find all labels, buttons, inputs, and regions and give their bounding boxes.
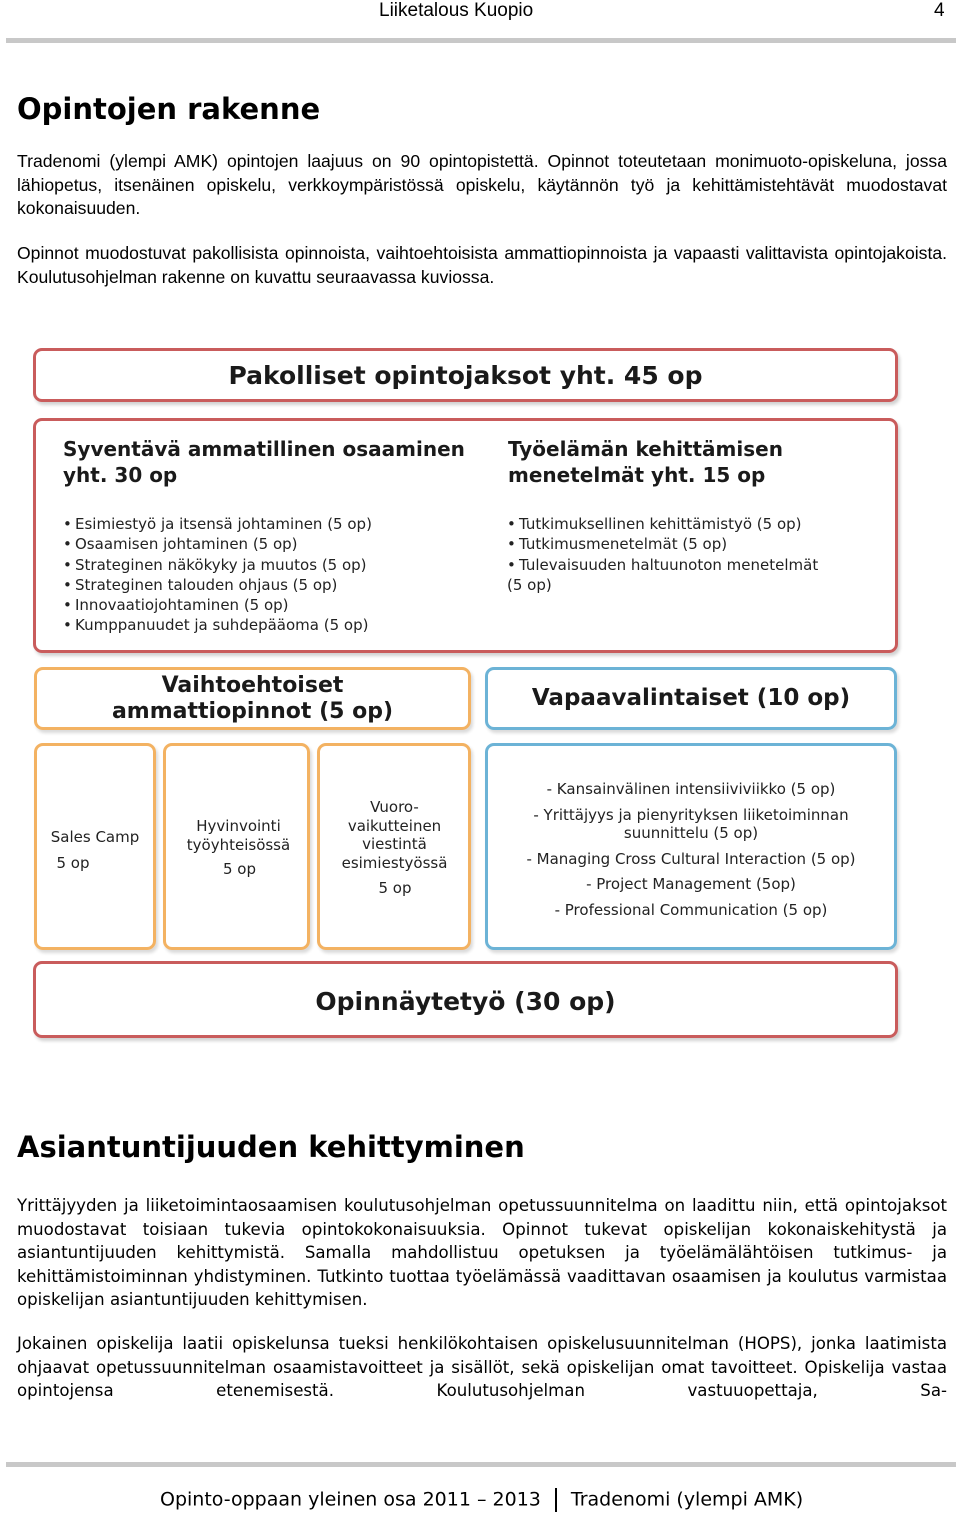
course-credits: 5 op bbox=[222, 860, 256, 878]
list-item: • Tutkimuksellinen kehittämistyö (5 op) bbox=[507, 514, 818, 534]
footer-rule bbox=[6, 1462, 956, 1467]
free-content-box bbox=[485, 743, 897, 950]
mandatory-title-box bbox=[33, 348, 898, 402]
list-item: • Strateginen näkökyky ja muutos (5 op) bbox=[63, 555, 372, 575]
paragraph-hops: Jokainen opiskelija laatii opiskelunsa tueksi henkilökohtaisen opiskelusuunnitelman (HOPS), jonka laatimista ohjaavat opetussuunnitelman osaamistavoitteet ja sisällöt, sekä opiskelijan omat tavoitteet. Opiskelija vastaa opintojensa etenemisestä. Koulutusohjelman vastuuopettaja, Sa- bbox=[17, 1334, 947, 1400]
list-item-continuation: (5 op) bbox=[507, 576, 552, 594]
course-name: Vuoro-vaikutteinen viestintä esimiestyössä bbox=[341, 798, 448, 872]
paragraph-composition: Opinnot muodostuvat pakollisista opinnoista, vaihtoehtoisista ammattiopinnoista ja vapaasti valittavista opintojakoista. Koulutusohjelman rakenne on kuvattu seuraavassa kuviossa. bbox=[17, 243, 947, 287]
running-header: Liiketalous Kuopio bbox=[379, 0, 534, 21]
list-item: • Strateginen talouden ohjaus (5 op) bbox=[63, 575, 372, 595]
list-item: • Tulevaisuuden haltuunoton menetelmät bbox=[507, 555, 818, 575]
list-item: • Tutkimusmenetelmät (5 op) bbox=[507, 534, 818, 554]
list-item: - Managing Cross Cultural Interaction (5 op) bbox=[526, 849, 856, 868]
footer-right: Tradenomi (ylempi AMK) bbox=[570, 1488, 804, 1511]
elective-course-box bbox=[317, 743, 471, 950]
list-item: • Kumppanuudet ja suhdepääoma (5 op) bbox=[63, 615, 372, 635]
free-title: Vapaavalintaiset (10 op) bbox=[531, 685, 851, 711]
left-column-list bbox=[63, 514, 372, 636]
elective-course-box bbox=[34, 743, 156, 950]
course-name: Hyvinvointi työyhteisössä bbox=[186, 817, 291, 854]
footer-separator bbox=[555, 1488, 557, 1512]
right-column-list bbox=[507, 514, 818, 575]
mandatory-content-box bbox=[33, 418, 898, 653]
list-item: • Innovaatiojohtaminen (5 op) bbox=[63, 595, 372, 615]
footer-left: Opinto-oppaan yleinen osa 2011 – 2013 bbox=[160, 1488, 541, 1511]
footer bbox=[160, 1488, 803, 1512]
course-credits: 5 op bbox=[378, 879, 412, 897]
list-item: - Project Management (5op) bbox=[586, 875, 796, 894]
header-rule bbox=[6, 38, 956, 43]
paragraph-curriculum: Yrittäjyyden ja liiketoimintaosaamisen koulutusohjelman opetussuunnitelma on laadittu niin, että opintojaksot muodostavat toisiaan tukevia opintokokonaisuuksia. Opinnot tukevat opiskelijan kokonaiskehitystä ja asiantuntijuuden kehittymistä. Samalla mahdollistuu opetuksen ja työelämälähtöisen tutkimus- ja kehittämistoiminnan yhdistyminen. Tutkinto tuottaa työelämässä vaadittavan osaamisen ja koulutus varmistaa opiskelijan asiantuntijuuden kehittymisen. bbox=[17, 1196, 947, 1309]
section-heading-structure: Opintojen rakenne bbox=[17, 92, 321, 126]
free-list bbox=[488, 777, 894, 923]
list-item: • Osaamisen johtaminen (5 op) bbox=[63, 534, 372, 554]
free-title-box bbox=[485, 667, 897, 730]
course-credits: 5 op bbox=[56, 854, 90, 872]
mandatory-title: Pakolliset opintojaksot yht. 45 op bbox=[228, 361, 703, 390]
list-item: • Esimiestyö ja itsensä johtaminen (5 op) bbox=[63, 514, 372, 534]
elective-title: Vaihtoehtoiset ammattiopinnot (5 op) bbox=[111, 673, 394, 724]
left-column-title: Syventävä ammatillinen osaaminen yht. 30 op bbox=[63, 437, 465, 487]
thesis-title: Opinnäytetyö (30 op) bbox=[315, 987, 616, 1016]
right-column-title: Työelämän kehittämisen menetelmät yht. 15 op bbox=[508, 437, 783, 487]
paragraph-intro: Tradenomi (ylempi AMK) opintojen laajuus on 90 opintopistettä. Opinnot toteutetaan monimuoto-opiskeluna, jossa lähiopetus, itsenäinen opiskelu, verkkoympäristössä opiskelu, käytännön työ ja kehittämistehtävät muodostavat kokonaisuuden. bbox=[17, 151, 947, 218]
section-heading-expertise: Asiantuntijuuden kehittyminen bbox=[17, 1130, 525, 1164]
list-item: - Kansainvälinen intensiiviviikko (5 op) bbox=[546, 780, 836, 798]
elective-course-box bbox=[163, 743, 310, 950]
thesis-box bbox=[33, 961, 898, 1038]
page-number: 4 bbox=[934, 0, 945, 21]
list-item: - Professional Communication (5 op) bbox=[554, 900, 828, 919]
elective-title-box bbox=[34, 667, 471, 730]
list-item: - Yrittäjyys ja pienyrityksen liiketoiminnan suunnittelu (5 op) bbox=[533, 805, 849, 843]
course-name: Sales Camp bbox=[50, 828, 140, 846]
